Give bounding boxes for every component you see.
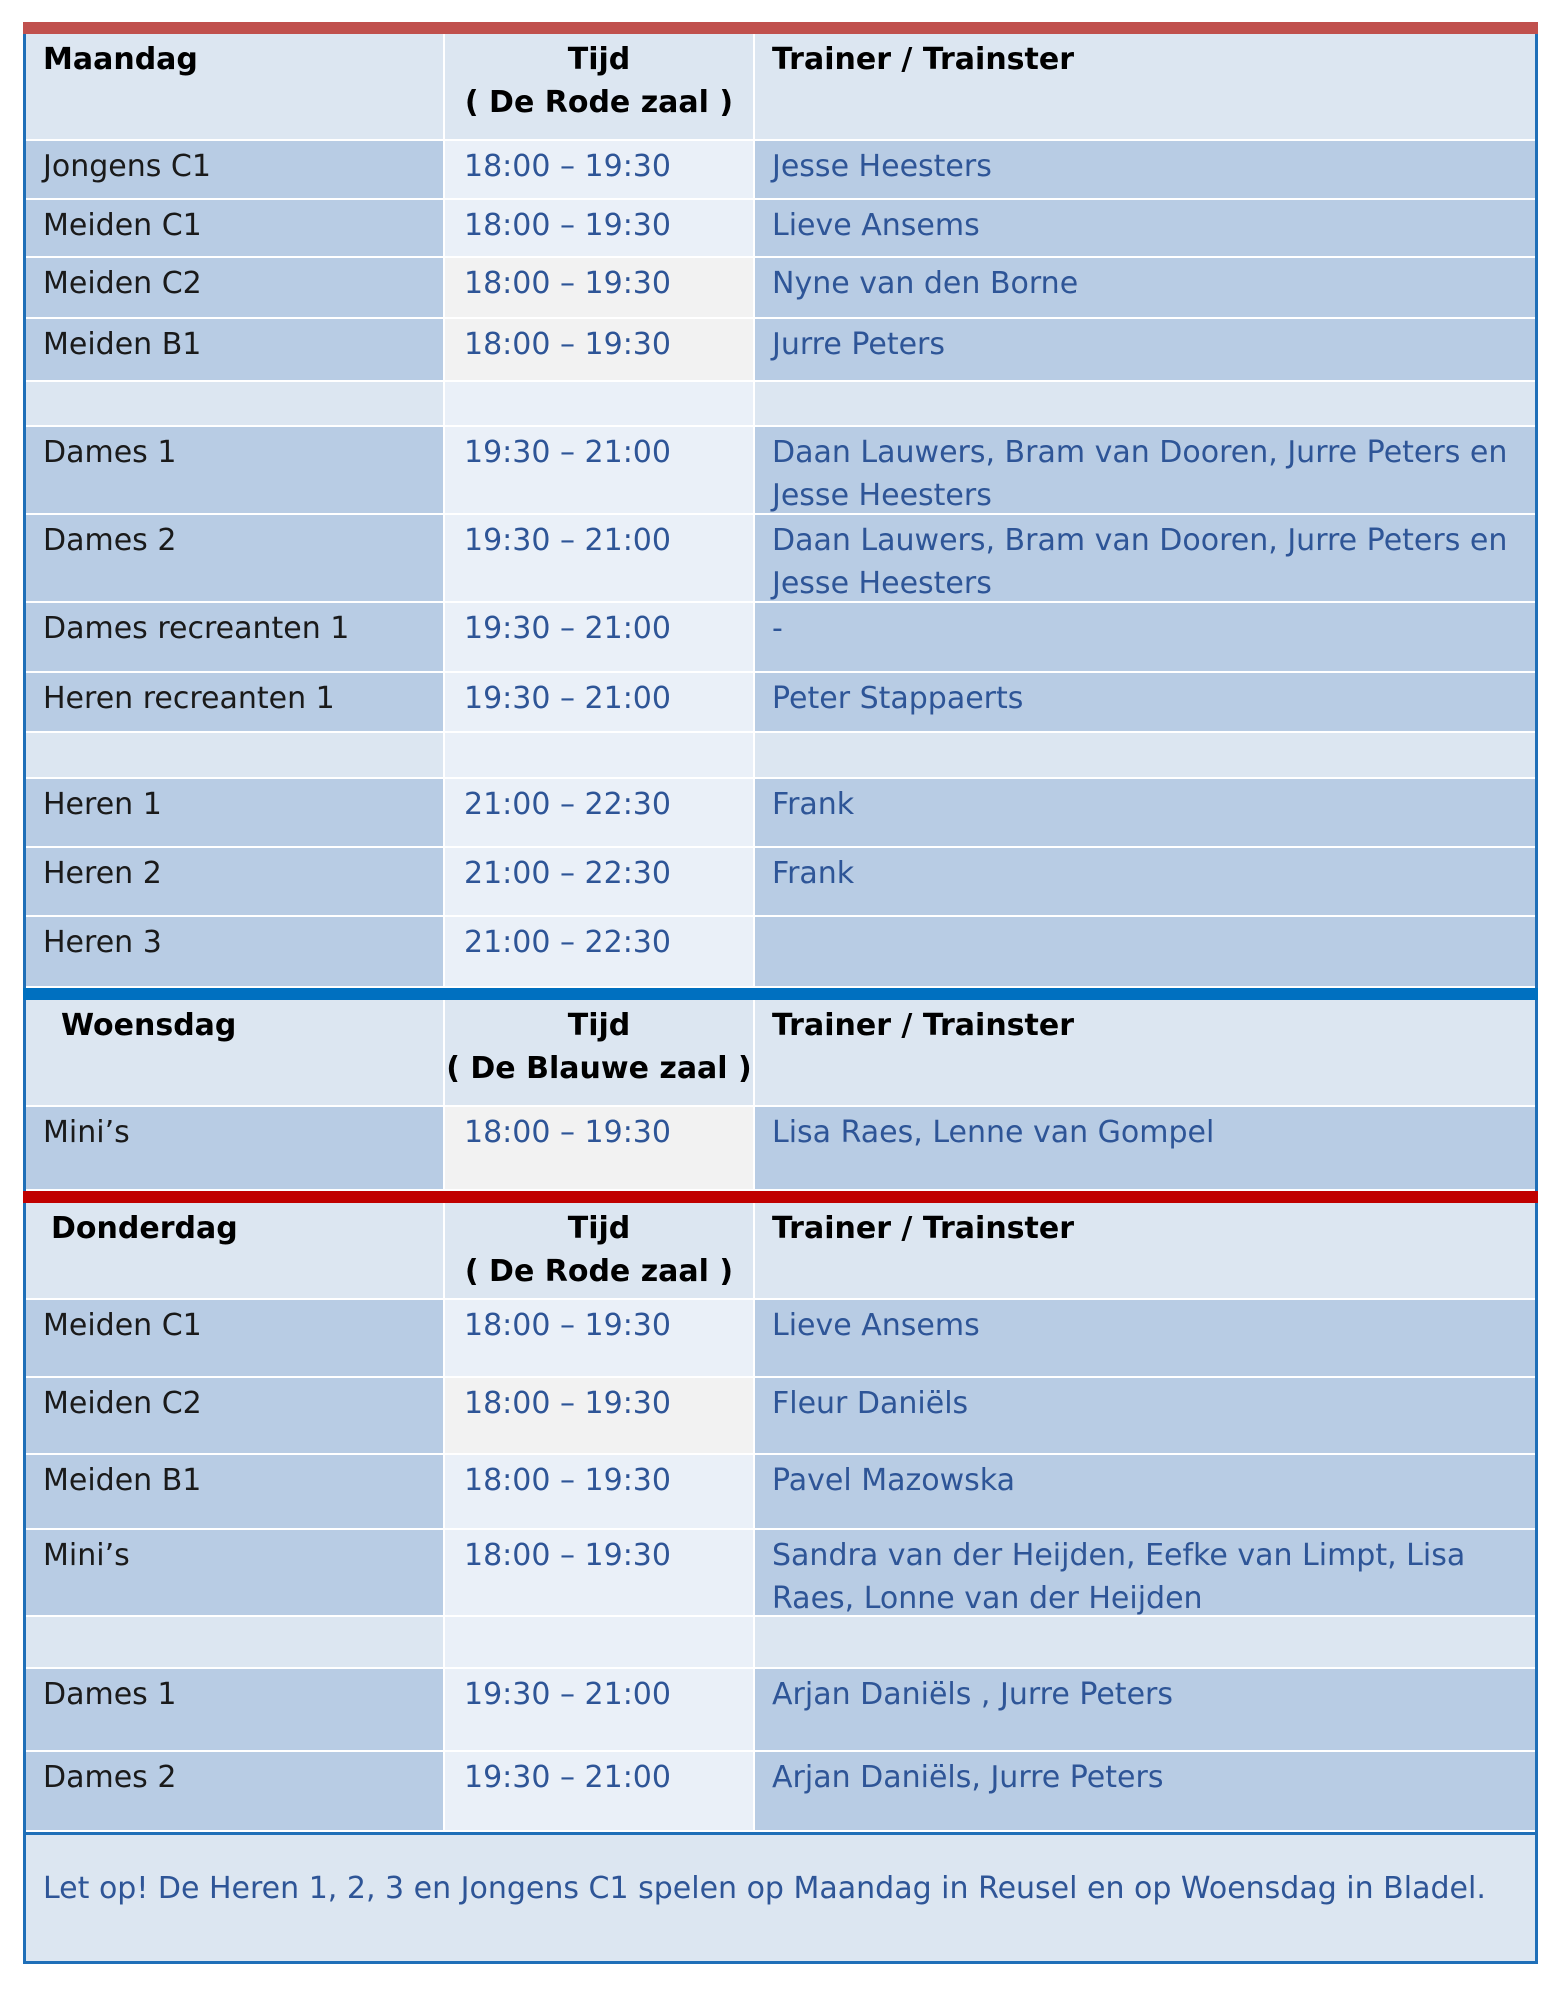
team-cell: Heren 1	[26, 779, 445, 848]
maandag-time-header	[445, 34, 755, 141]
spacer-row	[26, 382, 1535, 427]
time-cell: 18:00 – 19:30	[445, 200, 755, 258]
trainer-cell: Frank	[755, 848, 1535, 917]
team-cell: Meiden C1	[26, 1300, 445, 1378]
time-cell: 19:30 – 21:00	[445, 427, 755, 515]
trainer-cell: Jurre Peters	[755, 319, 1535, 382]
table-row	[26, 200, 1535, 258]
maandag-header-row	[26, 34, 1535, 141]
hall-label: ( De Rode zaal )	[464, 1254, 734, 1289]
team-cell: Heren 3	[26, 917, 445, 988]
table-row	[26, 1300, 1535, 1378]
trainer-cell: Daan Lauwers, Bram van Dooren, Jurre Peters en Jesse Heesters	[755, 427, 1535, 515]
team-cell: Meiden C2	[26, 1378, 445, 1455]
team-cell: Dames 1	[26, 427, 445, 515]
spacer-row	[26, 733, 1535, 779]
time-cell: 19:30 – 21:00	[445, 1752, 755, 1832]
note-text: Let op! De Heren 1, 2, 3 en Jongens C1 spelen op Maandag in Reusel en op Woensdag in Bladel.	[26, 1832, 1535, 1961]
trainer-cell: Lisa Raes, Lenne van Gompel	[755, 1107, 1535, 1191]
spacer-row	[26, 1617, 1535, 1669]
table-row	[26, 1669, 1535, 1752]
trainer-cell: Fleur Daniëls	[755, 1378, 1535, 1455]
trainer-cell: -	[755, 603, 1535, 673]
woensdag-time-header	[445, 1000, 755, 1107]
team-cell: Dames 1	[26, 1669, 445, 1752]
time-cell	[445, 1617, 755, 1669]
table-row	[26, 319, 1535, 382]
trainer-cell: Frank	[755, 779, 1535, 848]
team-cell: Dames 2	[26, 515, 445, 603]
time-cell: 18:00 – 19:30	[445, 1455, 755, 1530]
donderdag-trainer-header: Trainer / Trainster	[755, 1203, 1535, 1300]
team-cell	[26, 382, 445, 427]
time-cell: 18:00 – 19:30	[445, 1300, 755, 1378]
team-cell: Meiden B1	[26, 319, 445, 382]
trainer-cell: Jesse Heesters	[755, 141, 1535, 200]
trainer-cell: Lieve Ansems	[755, 200, 1535, 258]
time-label: Tijd	[567, 42, 631, 77]
team-cell: Meiden C1	[26, 200, 445, 258]
time-label: Tijd	[567, 1211, 631, 1246]
trainer-cell: Pavel Mazowska	[755, 1455, 1535, 1530]
team-cell: Heren 2	[26, 848, 445, 917]
table-row	[26, 1378, 1535, 1455]
maandag-trainer-header: Trainer / Trainster	[755, 34, 1535, 141]
donderdag-day-label: Donderdag	[26, 1203, 445, 1300]
time-label: Tijd	[567, 1008, 631, 1043]
trainer-cell: Arjan Daniëls, Jurre Peters	[755, 1752, 1535, 1832]
table-row	[26, 515, 1535, 603]
woensdag-header-row	[26, 1000, 1535, 1107]
woensdag-trainer-header: Trainer / Trainster	[755, 1000, 1535, 1107]
time-cell: 21:00 – 22:30	[445, 848, 755, 917]
trainer-cell	[755, 917, 1535, 988]
trainer-cell: Daan Lauwers, Bram van Dooren, Jurre Peters en Jesse Heesters	[755, 515, 1535, 603]
team-cell: Meiden C2	[26, 258, 445, 319]
trainer-cell: Lieve Ansems	[755, 1300, 1535, 1378]
trainer-cell	[755, 733, 1535, 779]
table-row	[26, 427, 1535, 515]
time-cell: 19:30 – 21:00	[445, 673, 755, 733]
time-cell: 21:00 – 22:30	[445, 779, 755, 848]
table-row	[26, 258, 1535, 319]
time-cell: 18:00 – 19:30	[445, 141, 755, 200]
woensdag-blue-bar	[23, 988, 1538, 1000]
time-cell: 19:30 – 21:00	[445, 603, 755, 673]
table-row	[26, 603, 1535, 673]
time-cell: 19:30 – 21:00	[445, 515, 755, 603]
time-cell: 18:00 – 19:30	[445, 258, 755, 319]
team-cell	[26, 1617, 445, 1669]
maandag-red-bar	[23, 22, 1538, 34]
donderdag-header-row	[26, 1203, 1535, 1300]
team-cell: Mini’s	[26, 1530, 445, 1617]
table-row	[26, 1752, 1535, 1832]
team-cell: Heren recreanten 1	[26, 673, 445, 733]
team-cell: Mini’s	[26, 1107, 445, 1191]
time-cell	[445, 733, 755, 779]
trainer-cell: Sandra van der Heijden, Eefke van Limpt, Lisa Raes, Lonne van der Heijden	[755, 1530, 1535, 1617]
trainer-cell: Peter Stappaerts	[755, 673, 1535, 733]
trainer-cell	[755, 382, 1535, 427]
team-cell	[26, 733, 445, 779]
team-cell: Dames recreanten 1	[26, 603, 445, 673]
team-cell: Meiden B1	[26, 1455, 445, 1530]
time-cell	[445, 382, 755, 427]
donderdag-red-bar	[23, 1191, 1538, 1203]
table-row	[26, 673, 1535, 733]
donderdag-time-header	[445, 1203, 755, 1300]
time-cell: 18:00 – 19:30	[445, 319, 755, 382]
time-cell: 18:00 – 19:30	[445, 1107, 755, 1191]
table-row	[26, 1107, 1535, 1191]
hall-label: ( De Blauwe zaal )	[446, 1051, 752, 1086]
table-row	[26, 917, 1535, 988]
table-row	[26, 141, 1535, 200]
trainer-cell	[755, 1617, 1535, 1669]
time-cell: 18:00 – 19:30	[445, 1378, 755, 1455]
trainer-cell: Arjan Daniëls , Jurre Peters	[755, 1669, 1535, 1752]
table-row	[26, 779, 1535, 848]
table-row	[26, 1530, 1535, 1617]
time-cell: 21:00 – 22:30	[445, 917, 755, 988]
hall-label: ( De Rode zaal )	[464, 85, 734, 120]
woensdag-day-label: Woensdag	[26, 1000, 445, 1107]
table-row	[26, 848, 1535, 917]
maandag-day-label: Maandag	[26, 34, 445, 141]
team-cell: Dames 2	[26, 1752, 445, 1832]
team-cell: Jongens C1	[26, 141, 445, 200]
time-cell: 18:00 – 19:30	[445, 1530, 755, 1617]
trainer-cell: Nyne van den Borne	[755, 258, 1535, 319]
table-row	[26, 1455, 1535, 1530]
time-cell: 19:30 – 21:00	[445, 1669, 755, 1752]
